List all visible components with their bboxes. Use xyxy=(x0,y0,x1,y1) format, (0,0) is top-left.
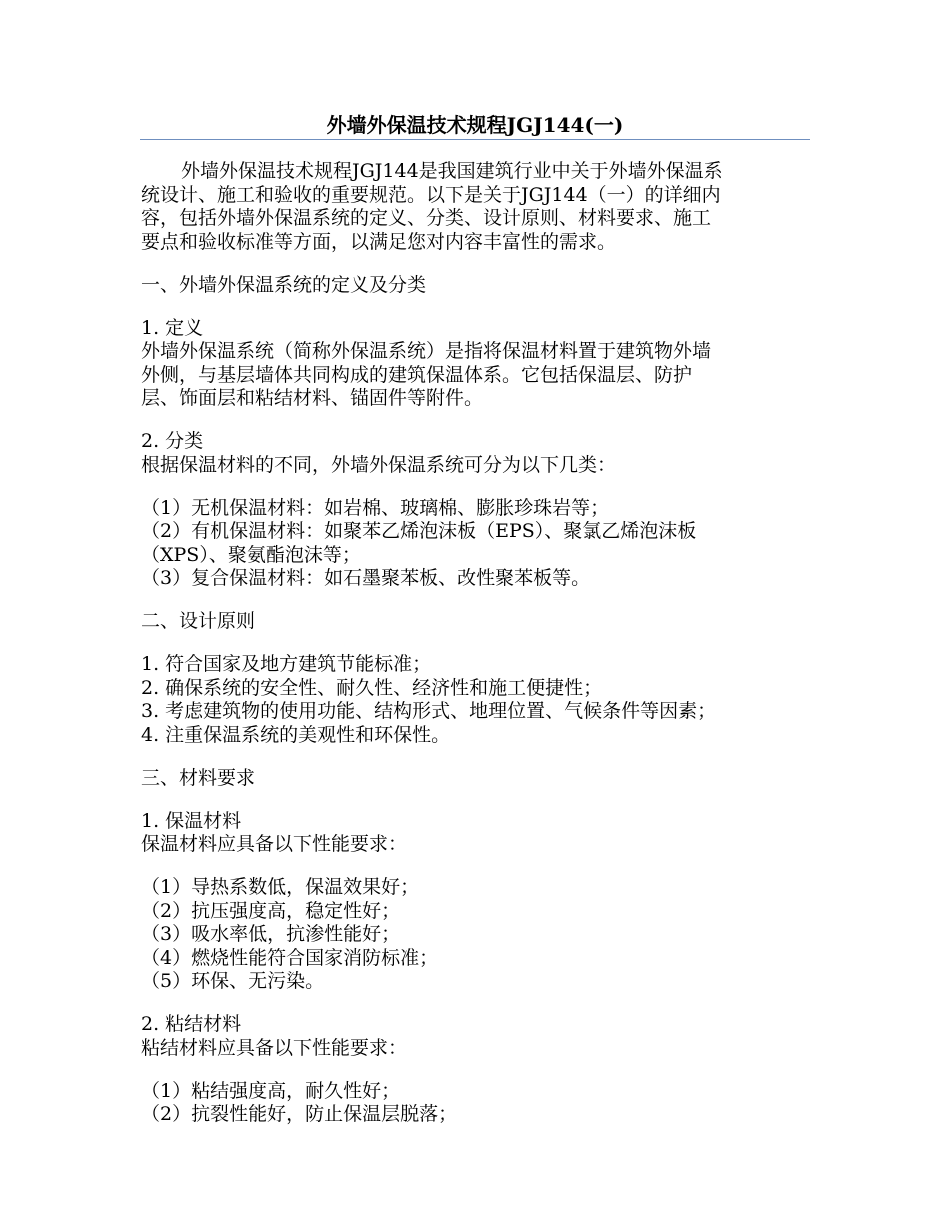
list-item: （2）抗压强度高，稳定性好； xyxy=(141,899,401,922)
section-heading: 三、材料要求 xyxy=(141,766,256,789)
list-item: （1）导热系数低，保温效果好； xyxy=(141,876,420,898)
document-title: 外墙外保温技术规程JGJ144(一) xyxy=(326,113,624,137)
list-item: （3）吸水率低，抗渗性能好； xyxy=(141,923,401,945)
intro-line: 外墙外保温技术规程JGJ144是我国建筑行业中关于外墙外保温系 xyxy=(181,160,723,182)
intro-line: 统设计、施工和验收的重要规范。以下是关于JGJ144（一）的详细内 xyxy=(141,183,721,206)
list-item: （3）复合保温材料：如石墨聚苯板、改性聚苯板等。 xyxy=(141,567,591,589)
paragraph-line: 外墙外保温系统（简称外保温系统）是指将保温材料置于建筑物外墙 xyxy=(141,340,712,362)
list-item: （1）无机保温材料：如岩棉、玻璃棉、膨胀珍珠岩等； xyxy=(141,496,610,519)
paragraph-line: 外侧，与基层墙体共同构成的建筑保温体系。它包括保温层、防护 xyxy=(141,363,693,386)
paragraph-line: 保温材料应具备以下性能要求： xyxy=(141,833,408,855)
subsection-heading: 1. 定义 xyxy=(141,316,204,339)
list-item: 4. 注重保温系统的美观性和环保性。 xyxy=(141,723,451,746)
section-heading: 二、设计原则 xyxy=(141,610,256,632)
title-underline xyxy=(140,139,810,140)
subsection-heading: 2. 分类 xyxy=(141,430,204,452)
intro-line: 要点和验收标准等方面，以满足您对内容丰富性的需求。 xyxy=(141,230,617,253)
list-item: （2）抗裂性能好，防止保温层脱落； xyxy=(141,1103,458,1125)
subsection-heading: 1. 保温材料 xyxy=(141,809,242,832)
list-item: 3. 考虑建筑物的使用功能、结构形式、地理位置、气候条件等因素； xyxy=(141,700,717,722)
list-item: （5）环保、无污染。 xyxy=(141,970,325,992)
paragraph-line: 根据保温材料的不同，外墙外保温系统可分为以下几类： xyxy=(141,453,617,476)
section-heading: 一、外墙外保温系统的定义及分类 xyxy=(141,273,427,296)
intro-line: 容，包括外墙外保温系统的定义、分类、设计原则、材料要求、施工 xyxy=(141,207,712,229)
document-body xyxy=(141,160,816,1127)
subsection-heading: 2. 粘结材料 xyxy=(141,1013,242,1035)
list-item: （XPS）、聚氨酯泡沫等； xyxy=(141,543,361,566)
list-item: （4）燃烧性能符合国家消防标准； xyxy=(141,946,439,969)
list-item: 2. 确保系统的安全性、耐久性、经济性和施工便捷性； xyxy=(141,676,603,699)
list-item: （1）粘结强度高，耐久性好； xyxy=(141,1079,401,1102)
paragraph-line: 粘结材料应具备以下性能要求： xyxy=(141,1036,408,1059)
list-item: （2）有机保温材料：如聚苯乙烯泡沫板（EPS）、聚氯乙烯泡沫板 xyxy=(141,520,697,542)
paragraph-line: 层、饰面层和粘结材料、锚固件等附件。 xyxy=(141,387,484,409)
list-item: 1. 符合国家及地方建筑节能标准； xyxy=(141,653,432,675)
